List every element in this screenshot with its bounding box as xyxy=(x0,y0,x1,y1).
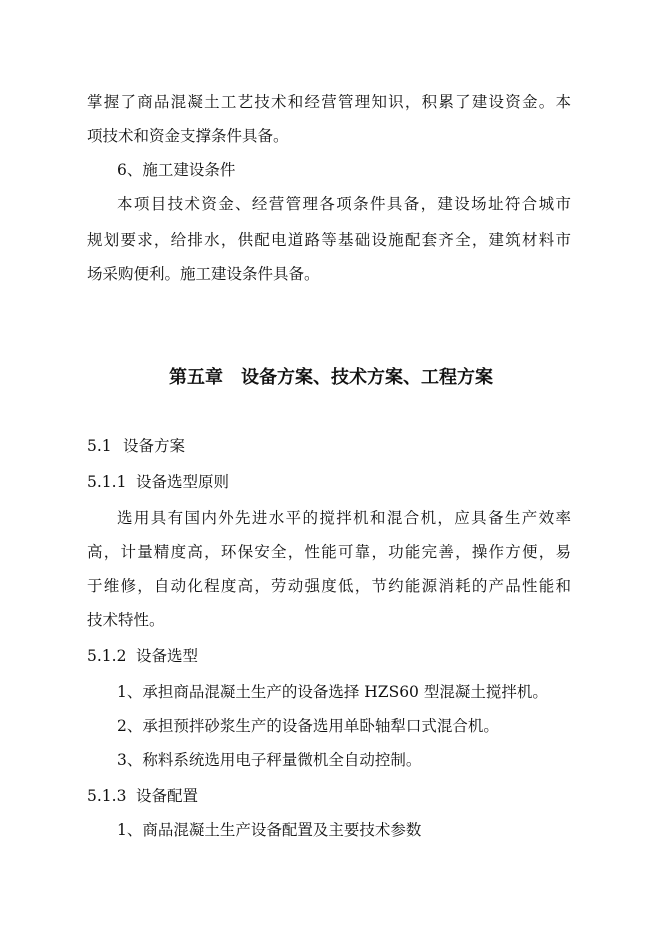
list-item-1: 1、商品混凝土生产设备配置及主要技术参数 xyxy=(117,821,422,839)
paragraph-line: 规划要求，给排水，供配电道路等基础设施配套齐全，建筑材料市 xyxy=(87,231,571,249)
section-number: 5.1 xyxy=(87,437,112,455)
section-title: 设备方案 xyxy=(123,437,186,455)
section-title: 设备配置 xyxy=(136,787,199,805)
list-item-1: 1、承担商品混凝土生产的设备选择 HZS60 型混凝土搅拌机。 xyxy=(117,683,548,701)
paragraph-line: 项技术和资金支撑条件具备。 xyxy=(87,127,289,145)
chapter-title: 第五章 设备方案、技术方案、工程方案 xyxy=(169,367,493,388)
paragraph-line: 于维修，自动化程度高，劳动强度低，节约能源消耗的产品性能和 xyxy=(87,577,571,595)
section-number: 5.1.1 xyxy=(87,473,127,491)
paragraph-line: 本项目技术资金、经营管理各项条件具备，建设场址符合城市 xyxy=(117,195,571,213)
section-heading-5-1-2 xyxy=(87,646,198,666)
paragraph-line: 技术特性。 xyxy=(87,611,165,629)
paragraph-line: 选用具有国内外先进水平的搅拌机和混合机，应具备生产效率 xyxy=(117,509,571,527)
section-heading-5-1-3 xyxy=(87,786,198,806)
paragraph-line: 高，计量精度高，环保安全，性能可靠，功能完善，操作方便，易 xyxy=(87,543,571,561)
section-number: 5.1.2 xyxy=(87,647,127,665)
section-title: 设备选型 xyxy=(136,647,199,665)
paragraph-line: 场采购便利。施工建设条件具备。 xyxy=(87,265,320,283)
list-item-2: 2、承担预拌砂浆生产的设备选用单卧轴犁口式混合机。 xyxy=(117,717,499,735)
list-item-6: 6、施工建设条件 xyxy=(117,161,236,179)
section-heading-5-1-1 xyxy=(87,472,229,492)
section-title: 设备选型原则 xyxy=(136,473,230,491)
paragraph-line: 掌握了商品混凝土工艺技术和经营管理知识，积累了建设资金。本 xyxy=(87,93,571,111)
list-item-3: 3、称料系统选用电子秤量微机全自动控制。 xyxy=(117,751,422,769)
section-heading-5-1 xyxy=(87,436,185,456)
section-number: 5.1.3 xyxy=(87,787,127,805)
